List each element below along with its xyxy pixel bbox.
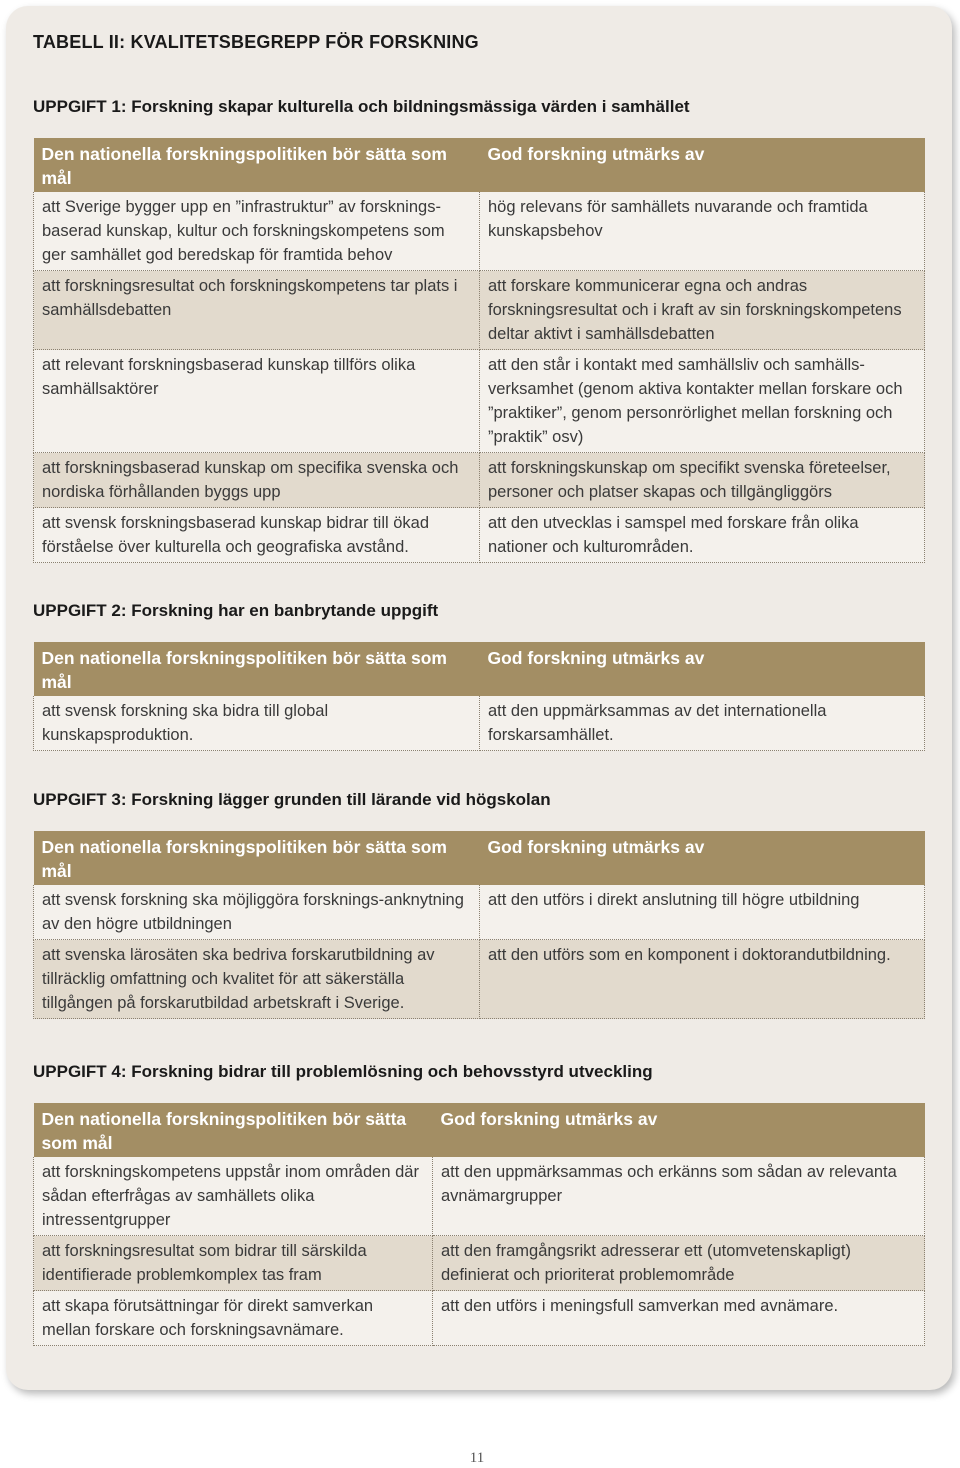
table-header-row <box>34 831 925 885</box>
goal-cell: att Sverige bygger upp en ”infrastruktur” av forsknings-baserad kunskap, kultur och forskningskompetens som ger samhället god beredskap för framtida behov <box>34 192 480 271</box>
page-number: 11 <box>469 1450 485 1466</box>
goal-cell: att svenska lärosäten ska bedriva forskarutbildning av tillräcklig omfattning och kvalitet för att säkerställa tillgången på forskarutbildad arbetskraft i Sverige. <box>34 940 480 1019</box>
goal-cell: att relevant forskningsbaserad kunskap tillförs olika samhällsaktörer <box>34 350 480 453</box>
quality-cell: att den framgångsrikt adresserar ett (utomvetenskapligt) definierat och prioriterat problemområde <box>433 1236 925 1291</box>
table-row <box>34 1291 925 1346</box>
quality-cell: att den uppmärksammas och erkänns som sådan av relevanta avnämargrupper <box>433 1157 925 1236</box>
table-row <box>34 1236 925 1291</box>
table-row <box>34 696 925 751</box>
page-title: TABELL II: KVALITETSBEGREPP FÖR FORSKNING <box>33 32 479 52</box>
header-good-research: God forskning utmärks av <box>480 642 925 696</box>
table-row <box>34 885 925 940</box>
table-header-row <box>34 1103 925 1157</box>
goal-cell: att forskningsresultat och forskningskompetens tar plats i samhällsdebatten <box>34 271 480 350</box>
goal-cell: att forskningskompetens uppstår inom områden där sådan efterfrågas av samhällets olika intressentgrupper <box>34 1157 433 1236</box>
section-title-3: UPPGIFT 3: Forskning lägger grunden till lärande vid högskolan <box>33 790 551 809</box>
table-uppgift-2 <box>33 642 925 751</box>
quality-cell: att den utvecklas i samspel med forskare från olika nationer och kulturområden. <box>480 508 925 563</box>
quality-cell: att den uppmärksammas av det internationella forskarsamhället. <box>480 696 925 751</box>
table-row <box>34 453 925 508</box>
table-uppgift-1 <box>33 138 925 563</box>
quality-cell: att den utförs i direkt anslutning till högre utbildning <box>480 885 925 940</box>
quality-cell: att den utförs som en komponent i doktorandutbildning. <box>480 940 925 1019</box>
goal-cell: att forskningsbaserad kunskap om specifika svenska och nordiska förhållanden byggs upp <box>34 453 480 508</box>
goal-cell: att skapa förutsättningar för direkt samverkan mellan forskare och forskningsavnämare. <box>34 1291 433 1346</box>
goal-cell: att svensk forskningsbaserad kunskap bidrar till ökad förståelse över kulturella och geografiska avstånd. <box>34 508 480 563</box>
quality-cell: hög relevans för samhällets nuvarande och framtida kunskapsbehov <box>480 192 925 271</box>
header-goal: Den nationella forskningspolitiken bör sätta som mål <box>34 642 480 696</box>
goal-cell: att svensk forskning ska bidra till global kunskapsproduktion. <box>34 696 480 751</box>
table-row <box>34 192 925 271</box>
quality-cell: att den står i kontakt med samhällsliv och samhälls-verksamhet (genom aktiva kontakter mellan forskare och ”praktiker”, genom personrörlighet mellan forskning och ”praktik” osv) <box>480 350 925 453</box>
goal-cell: att forskningsresultat som bidrar till särskilda identifierade problemkomplex tas fram <box>34 1236 433 1291</box>
header-good-research: God forskning utmärks av <box>480 138 925 192</box>
quality-cell: att den utförs i meningsfull samverkan med avnämare. <box>433 1291 925 1346</box>
section-title-1: UPPGIFT 1: Forskning skapar kulturella och bildningsmässiga värden i samhället <box>33 97 690 116</box>
table-row <box>34 940 925 1019</box>
header-goal: Den nationella forskningspolitiken bör sätta som mål <box>34 831 480 885</box>
header-good-research: God forskning utmärks av <box>480 831 925 885</box>
quality-cell: att forskningskunskap om specifikt svenska företeelser, personer och platser skapas och tillgängliggörs <box>480 453 925 508</box>
header-goal: Den nationella forskningspolitiken bör sätta som mål <box>34 138 480 192</box>
table-header-row <box>34 138 925 192</box>
table-uppgift-3 <box>33 831 925 1019</box>
section-title-4: UPPGIFT 4: Forskning bidrar till problemlösning och behovsstyrd utveckling <box>33 1062 653 1081</box>
goal-cell: att svensk forskning ska möjliggöra forsknings-anknytning av den högre utbildningen <box>34 885 480 940</box>
table-row <box>34 1157 925 1236</box>
quality-cell: att forskare kommunicerar egna och andras forskningsresultat och i kraft av sin forskningskompetens deltar aktivt i samhällsdebatten <box>480 271 925 350</box>
header-good-research: God forskning utmärks av <box>433 1103 925 1157</box>
table-uppgift-4 <box>33 1103 925 1346</box>
header-goal: Den nationella forskningspolitiken bör sätta som mål <box>34 1103 433 1157</box>
table-row <box>34 508 925 563</box>
table-header-row <box>34 642 925 696</box>
table-row <box>34 350 925 453</box>
table-row <box>34 271 925 350</box>
section-title-2: UPPGIFT 2: Forskning har en banbrytande uppgift <box>33 601 439 620</box>
